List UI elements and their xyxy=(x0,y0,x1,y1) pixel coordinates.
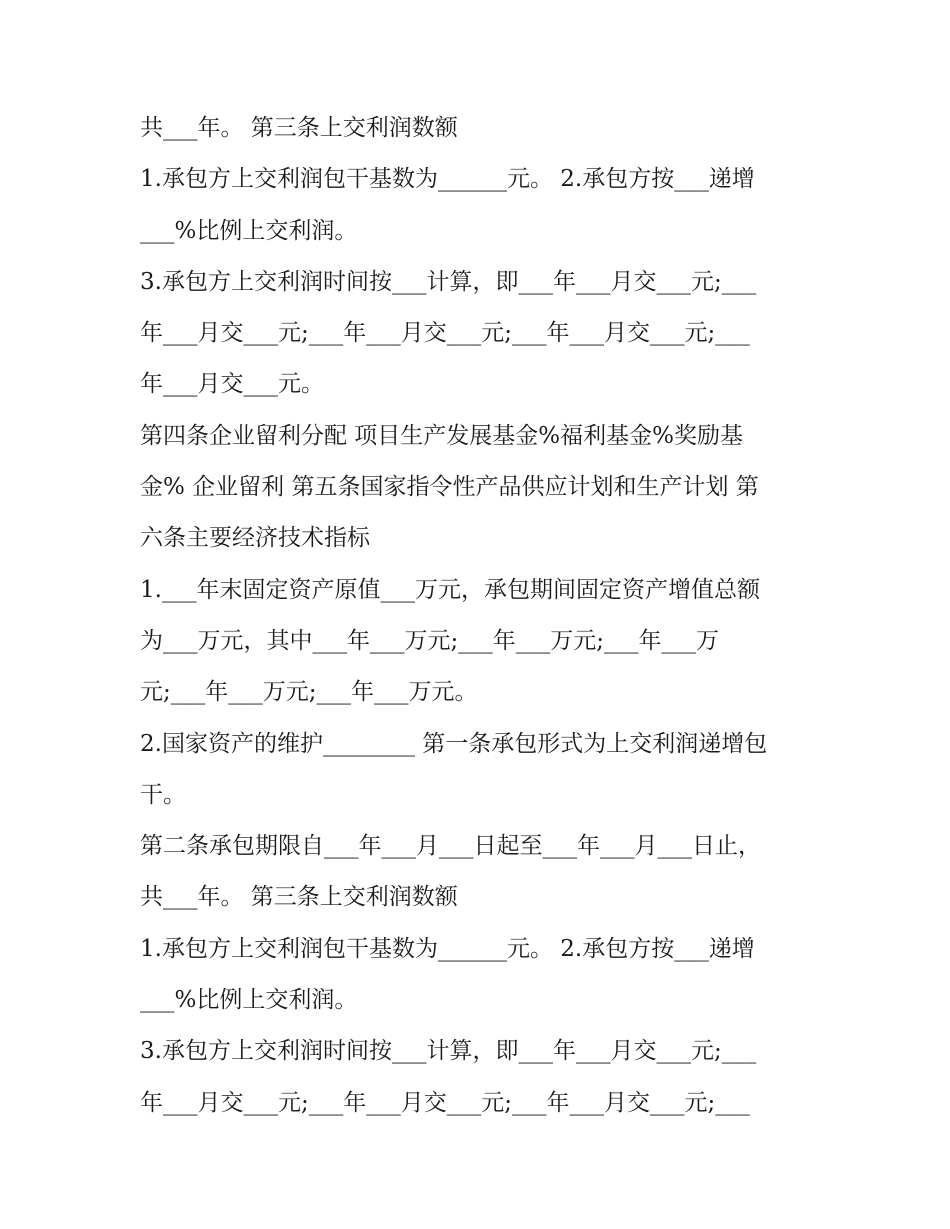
text-line: ___%比例上交利润。 xyxy=(140,217,358,244)
text-line: 第二条承包期限自___年___月___日起至___年___月___日止， xyxy=(140,833,761,860)
text-line: 2.国家资产的维护________ 第一条承包形式为上交利润递增包 xyxy=(140,730,768,757)
text-line: 1.承包方上交利润包干基数为______元。 2.承包方按___递增 xyxy=(140,166,755,193)
text-line: 第四条企业留利分配 项目生产发展基金%福利基金%奖励基 xyxy=(140,422,744,449)
text-line: 共___年。 第三条上交利润数额 xyxy=(140,884,458,911)
text-line: 3.承包方上交利润时间按___计算，即___年___月交___元;___ xyxy=(140,268,757,295)
text-line: 年___月交___元;___年___月交___元;___年___月交___元;___ xyxy=(140,1089,750,1116)
text-line: 1.___年末固定资产原值___万元，承包期间固定资产增值总额 xyxy=(140,576,760,603)
text-line: 3.承包方上交利润时间按___计算，即___年___月交___元;___ xyxy=(140,1038,757,1065)
text-line: 1.承包方上交利润包干基数为______元。 2.承包方按___递增 xyxy=(140,935,755,962)
text-line: 元;___年___万元;___年___万元。 xyxy=(140,679,478,706)
text-line: 年___月交___元。 xyxy=(140,371,324,398)
text-line: 六条主要经济技术指标 xyxy=(140,525,370,552)
text-line: ___%比例上交利润。 xyxy=(140,987,358,1014)
text-line: 干。 xyxy=(140,781,186,808)
text-line: 共___年。 第三条上交利润数额 xyxy=(140,115,458,141)
document-body xyxy=(140,103,820,1129)
text-line: 年___月交___元;___年___月交___元;___年___月交___元;___ xyxy=(140,320,750,347)
text-line: 为___万元，其中___年___万元;___年___万元;___年___万 xyxy=(140,627,719,654)
text-line: 金% 企业留利 第五条国家指令性产品供应计划和生产计划 第 xyxy=(140,474,759,501)
